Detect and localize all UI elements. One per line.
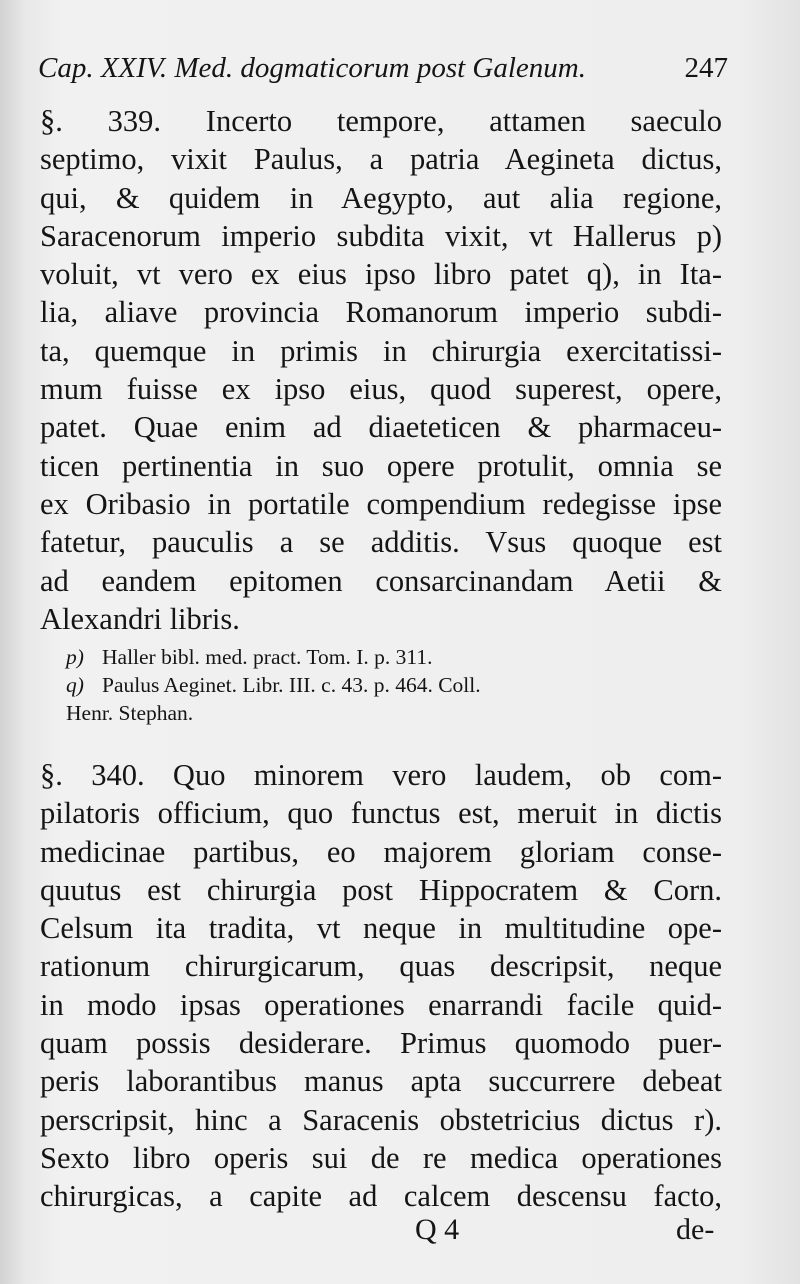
footnote-mark: q) (66, 673, 84, 697)
text-line: peris laborantibus manus apta succurrere debeat (40, 1064, 722, 1099)
running-header (38, 48, 728, 88)
text-line: §. 339. Incerto tempore, attamen saeculo (40, 104, 722, 138)
text-line: fatetur, pauculis a se additis. Vsus quoque est (40, 525, 722, 560)
footnote-p (66, 643, 726, 671)
text-line: qui, & quidem in Aegypto, aut alia regione, (40, 180, 722, 215)
paragraph-339 (40, 102, 722, 638)
text-line: Saracenorum imperio subdita vixit, vt Hallerus p) (40, 218, 722, 253)
paragraph-340 (40, 756, 722, 1216)
text-line: patet. Quae enim ad diaeteticen & pharmaceu- (40, 410, 722, 445)
footnote-q-continuation (66, 699, 726, 727)
text-line: quam possis desiderare. Primus quomodo puer- (40, 1026, 722, 1061)
footnote-text: Haller bibl. med. pract. Tom. I. p. 311. (102, 645, 433, 669)
footnote-q (66, 671, 726, 699)
footnote-text: Henr. Stephan. (66, 701, 194, 725)
text-line: ta, quemque in primis in chirurgia exercitatissi- (40, 333, 722, 368)
page-number: 247 (684, 52, 728, 84)
text-line: mum fuisse ex ipso eius, quod superest, opere, (40, 372, 722, 407)
text-line: lia, aliave provincia Romanorum imperio subdi- (40, 295, 722, 330)
text-line: Alexandri libris. (40, 601, 240, 636)
footnote-mark: p) (66, 645, 84, 669)
signature-mark: Q 4 (415, 1213, 460, 1246)
text-line: septimo, vixit Paulus, a patria Aegineta dictus, (40, 142, 722, 177)
text-line: ticen pertinentia in suo opere protulit, omnia se (40, 448, 722, 483)
text-line: ad eandem epitomen consarcinandam Aetii & (40, 563, 722, 598)
text-line: in modo ipsas operationes enarrandi facile quid- (40, 987, 722, 1022)
text-line: medicinae partibus, eo majorem gloriam conse- (40, 834, 722, 869)
catchword: de- (676, 1213, 715, 1246)
footnote-text: Paulus Aeginet. Libr. III. c. 43. p. 464. Coll. (102, 673, 481, 697)
text-line: Celsum ita tradita, vt neque in multitudine ope- (40, 911, 722, 946)
text-line: voluit, vt vero ex eius ipso libro patet q), in Ita- (40, 257, 722, 292)
text-line: chirurgicas, a capite ad calcem descensu facto, (40, 1179, 722, 1214)
text-line: perscripsit, hinc a Saracenis obstetricius dictus r). (40, 1102, 722, 1137)
text-line: quutus est chirurgia post Hippocratem & Corn. (40, 872, 722, 907)
header-title: Cap. XXIV. Med. dogmaticorum post Galenum. (38, 52, 586, 84)
text-line: §. 340. Quo minorem vero laudem, ob com- (40, 758, 722, 792)
text-line: rationum chirurgicarum, quas descripsit, neque (40, 949, 722, 984)
text-line: Sexto libro operis sui de re medica operationes (40, 1140, 722, 1175)
footnotes (66, 643, 726, 727)
text-line: pilatoris officium, quo functus est, meruit in dictis (40, 796, 722, 831)
text-line: ex Oribasio in portatile compendium redegisse ipse (40, 486, 722, 521)
